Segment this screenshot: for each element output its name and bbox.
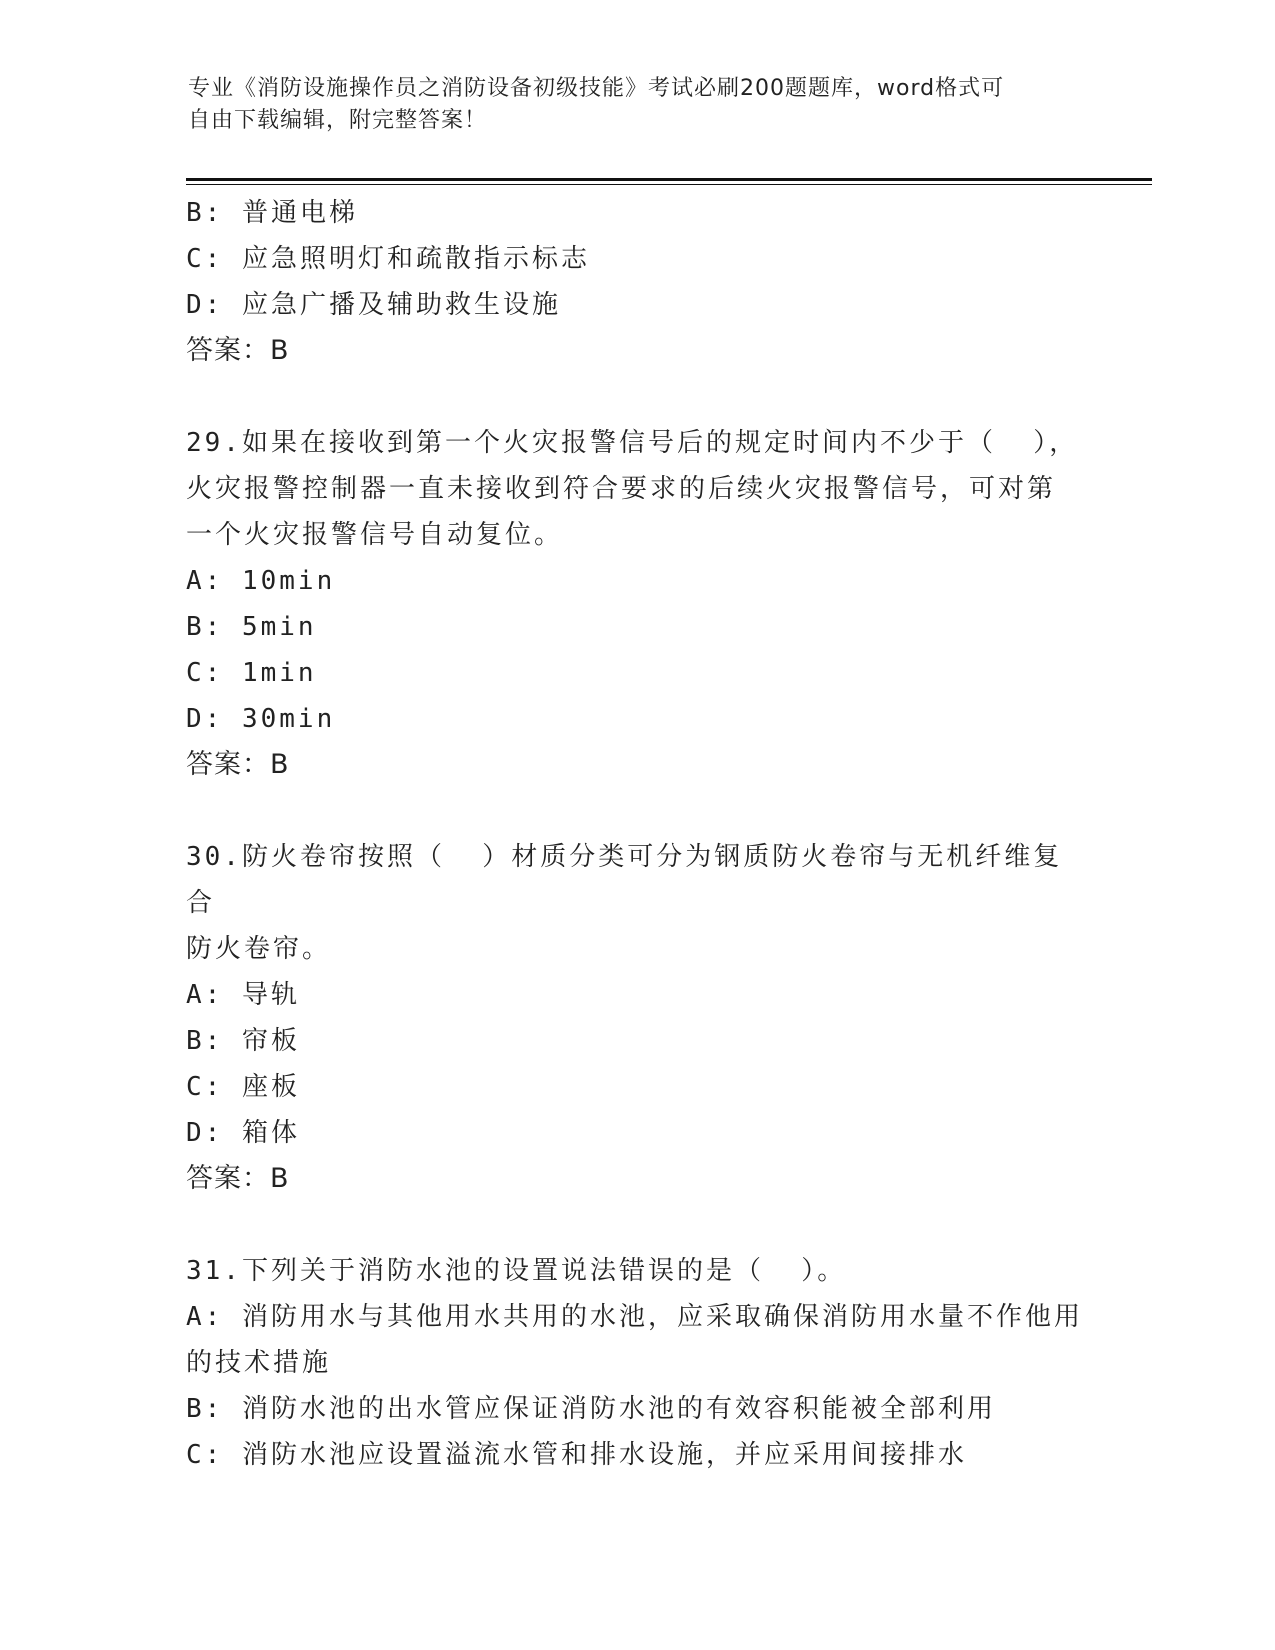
option-c: C: 座板 [186, 1072, 300, 1102]
option-b: B: 帘板 [186, 1026, 300, 1056]
option-c: C: 1min [186, 658, 317, 688]
question-28-tail [186, 190, 1086, 374]
option-d: D: 30min [186, 704, 336, 734]
spacer [186, 788, 1086, 834]
question-list [186, 190, 1086, 1478]
option-d: D: 箱体 [186, 1118, 300, 1148]
option-a-continued: 的技术措施 [186, 1348, 332, 1378]
option-b: B: 消防水池的出水管应保证消防水池的有效容积能被全部利用 [186, 1394, 996, 1424]
question-stem-line: 29.如果在接收到第一个火灾报警信号后的规定时间内不少于（ ）， [186, 428, 1079, 458]
question-stem-line: 一个火灾报警信号自动复位。 [186, 520, 564, 550]
answer-text: 答案：B [186, 749, 290, 780]
option-d: D: 应急广播及辅助救生设施 [186, 290, 561, 320]
question-29 [186, 420, 1086, 788]
option-b: B: 5min [186, 612, 317, 642]
option-c: C: 应急照明灯和疏散指示标志 [186, 244, 590, 274]
header-divider-thin [186, 184, 1152, 185]
spacer [186, 1202, 1086, 1248]
header-line-2: 自由下载编辑，附完整答案！ [188, 108, 488, 133]
option-a: A: 消防用水与其他用水共用的水池，应采取确保消防用水量不作他用 [186, 1302, 1083, 1332]
option-b: B: 普通电梯 [186, 198, 358, 228]
option-a: A: 导轨 [186, 980, 300, 1010]
answer-text: 答案：B [186, 1163, 290, 1194]
spacer [186, 374, 1086, 420]
option-c: C: 消防水池应设置溢流水管和排水设施，并应采用间接排水 [186, 1440, 967, 1470]
option-a: A: 10min [186, 566, 336, 596]
question-stem-line: 防火卷帘。 [186, 934, 332, 964]
question-30 [186, 834, 1086, 1202]
question-stem-line: 火灾报警控制器一直未接收到符合要求的后续火灾报警信号，可对第 [186, 474, 1057, 504]
question-31 [186, 1248, 1086, 1478]
header-divider-thick [186, 178, 1152, 181]
question-stem-line: 30.防火卷帘按照（ ）材质分类可分为钢质防火卷帘与无机纤维复合 [186, 842, 1063, 918]
header-line-1: 专业《消防设施操作员之消防设备初级技能》考试必刷200题题库，word格式可 [188, 76, 1005, 101]
document-header [188, 73, 1058, 137]
answer-text: 答案：B [186, 335, 290, 366]
question-stem-line: 31.下列关于消防水池的设置说法错误的是（ ）。 [186, 1256, 847, 1286]
